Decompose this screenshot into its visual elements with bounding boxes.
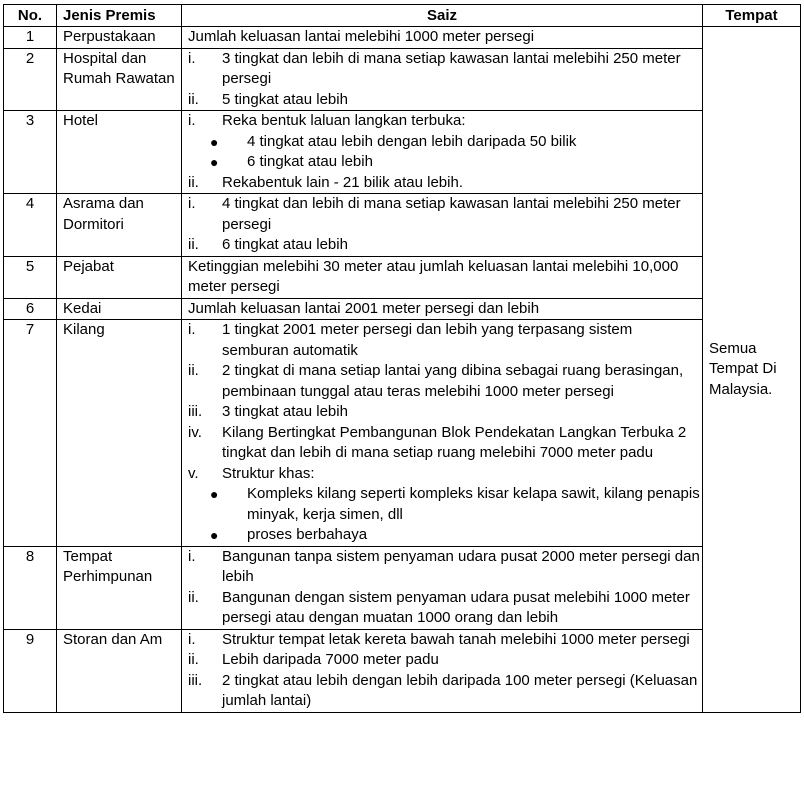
table-row [4, 298, 801, 320]
criteria-item [188, 671, 702, 712]
criteria-item [188, 464, 702, 485]
row-number: 9 [4, 629, 57, 712]
item-text: 3 tingkat dan lebih di mana setiap kawasan lantai melebihi 250 meter persegi [222, 49, 681, 87]
item-number: i. [188, 112, 196, 129]
criteria-item [188, 194, 702, 235]
row-number: 3 [4, 111, 57, 194]
table-row [4, 320, 801, 547]
item-text: Lebih daripada 7000 meter padu [222, 651, 439, 668]
criteria-item [188, 630, 702, 651]
premise-type: Tempat Perhimpunan [57, 546, 182, 629]
premise-type: Storan dan Am [57, 629, 182, 712]
bullet-item [188, 132, 702, 153]
premise-type: Kedai [57, 298, 182, 320]
table-row [4, 27, 801, 49]
item-number: iii. [188, 403, 203, 420]
item-number: i. [188, 630, 196, 648]
premise-type: Perpustakaan [57, 27, 182, 49]
size-criteria [182, 629, 703, 712]
bullet-item [188, 525, 702, 546]
size-criteria [182, 111, 703, 194]
item-text: 4 tingkat dan lebih di mana setiap kawasan lantai melebihi 250 meter persegi [222, 195, 681, 233]
item-number: v. [188, 464, 199, 482]
header-no: No. [4, 5, 57, 27]
criteria-item [188, 402, 702, 423]
item-text: 6 tingkat atau lebih [222, 236, 348, 253]
item-text: Bangunan dengan sistem penyaman udara pusat melebihi 1000 meter persegi atau dengan muatan 1000 orang dan lebih [222, 588, 690, 626]
item-number: iii. [188, 671, 203, 689]
table-row [4, 629, 801, 712]
bullet-icon: ● [210, 486, 219, 502]
header-saiz: Saiz [182, 5, 703, 27]
criteria-item [188, 235, 702, 256]
premises-table [3, 4, 801, 713]
size-criteria [182, 320, 703, 547]
item-text: 2 tingkat di mana setiap lantai yang dibina sebagai ruang berasingan, pembinaan tunggal atau teras melebihi 1000 meter persegi [222, 362, 684, 400]
criteria-item [188, 588, 702, 629]
item-text: Reka bentuk laluan langkan terbuka: [222, 112, 466, 129]
item-number: i. [188, 321, 196, 338]
item-text: Kilang Bertingkat Pembangunan Blok Pendekatan Langkan Terbuka 2 tingkat dan lebih di mana setiap ruang melebihi 7000 meter padu [222, 423, 687, 461]
item-text: Struktur khas: [222, 464, 315, 482]
item-number: ii. [188, 236, 199, 253]
criteria-item [188, 320, 702, 361]
header-tempat: Tempat [703, 5, 801, 27]
row-number: 5 [4, 256, 57, 298]
item-text: Bangunan tanpa sistem penyaman udara pusat 2000 meter persegi dan lebih [222, 547, 700, 585]
criteria-item [188, 49, 702, 90]
item-text: 5 tingkat atau lebih [222, 90, 348, 108]
item-number: ii. [188, 173, 199, 191]
bullet-item [188, 152, 702, 173]
size-criteria [182, 298, 703, 320]
item-number: ii. [188, 90, 199, 108]
premise-type: Hotel [57, 111, 182, 194]
item-text: Rekabentuk lain - 21 bilik atau lebih. [222, 173, 463, 191]
bullet-text: proses berbahaya [247, 526, 368, 543]
item-text: Struktur tempat letak kereta bawah tanah melebihi 1000 meter persegi [222, 630, 690, 648]
size-criteria [182, 27, 703, 49]
criteria-item [188, 361, 702, 402]
bullet-text: 6 tingkat atau lebih [247, 153, 373, 170]
item-number: i. [188, 195, 196, 212]
table-row [4, 111, 801, 194]
size-criteria [182, 256, 703, 298]
size-criteria [182, 48, 703, 111]
premise-type: Kilang [57, 320, 182, 547]
item-number: i. [188, 547, 196, 565]
row-number: 1 [4, 27, 57, 49]
size-text: Jumlah keluasan lantai melebihi 1000 meter persegi [188, 28, 535, 45]
criteria-item [188, 423, 702, 464]
criteria-item [188, 90, 702, 111]
header-jenis-premis: Jenis Premis [57, 5, 182, 27]
premise-type: Pejabat [57, 256, 182, 298]
table-row [4, 546, 801, 629]
row-number: 6 [4, 298, 57, 320]
table-row [4, 256, 801, 298]
size-text: Jumlah keluasan lantai 2001 meter persegi dan lebih [188, 299, 540, 317]
item-number: ii. [188, 588, 199, 606]
table-row [4, 194, 801, 257]
bullet-text: 4 tingkat atau lebih dengan lebih daripada 50 bilik [247, 132, 577, 150]
size-text: Ketinggian melebihi 30 meter atau jumlah keluasan lantai melebihi 10,000 meter persegi [188, 257, 679, 295]
item-text: 1 tingkat 2001 meter persegi dan lebih yang terpasang sistem semburan automatik [222, 321, 633, 359]
bullet-icon: ● [210, 527, 219, 543]
bullet-text: Kompleks kilang seperti kompleks kisar kelapa sawit, kilang penapis minyak, kerja simen, dll [247, 485, 700, 523]
location-cell: Semua Tempat Di Malaysia. [703, 27, 801, 713]
criteria-item [188, 111, 702, 132]
size-criteria [182, 546, 703, 629]
item-text: 2 tingkat atau lebih dengan lebih daripada 100 meter persegi (Keluasan jumlah lantai) [222, 671, 698, 709]
row-number: 2 [4, 48, 57, 111]
size-criteria [182, 194, 703, 257]
item-number: iv. [188, 423, 202, 441]
row-number: 7 [4, 320, 57, 547]
row-number: 8 [4, 546, 57, 629]
bullet-icon: ● [210, 154, 219, 170]
criteria-item [188, 650, 702, 671]
criteria-item [188, 173, 702, 194]
item-number: ii. [188, 651, 199, 668]
item-text: 3 tingkat atau lebih [222, 403, 348, 420]
bullet-item [188, 484, 702, 525]
criteria-item [188, 547, 702, 588]
premise-type: Asrama dan Dormitori [57, 194, 182, 257]
premise-type: Hospital dan Rumah Rawatan [57, 48, 182, 111]
item-number: ii. [188, 362, 199, 379]
item-number: i. [188, 49, 196, 67]
bullet-icon: ● [210, 133, 219, 150]
table-row [4, 48, 801, 111]
row-number: 4 [4, 194, 57, 257]
header-row [4, 5, 801, 27]
